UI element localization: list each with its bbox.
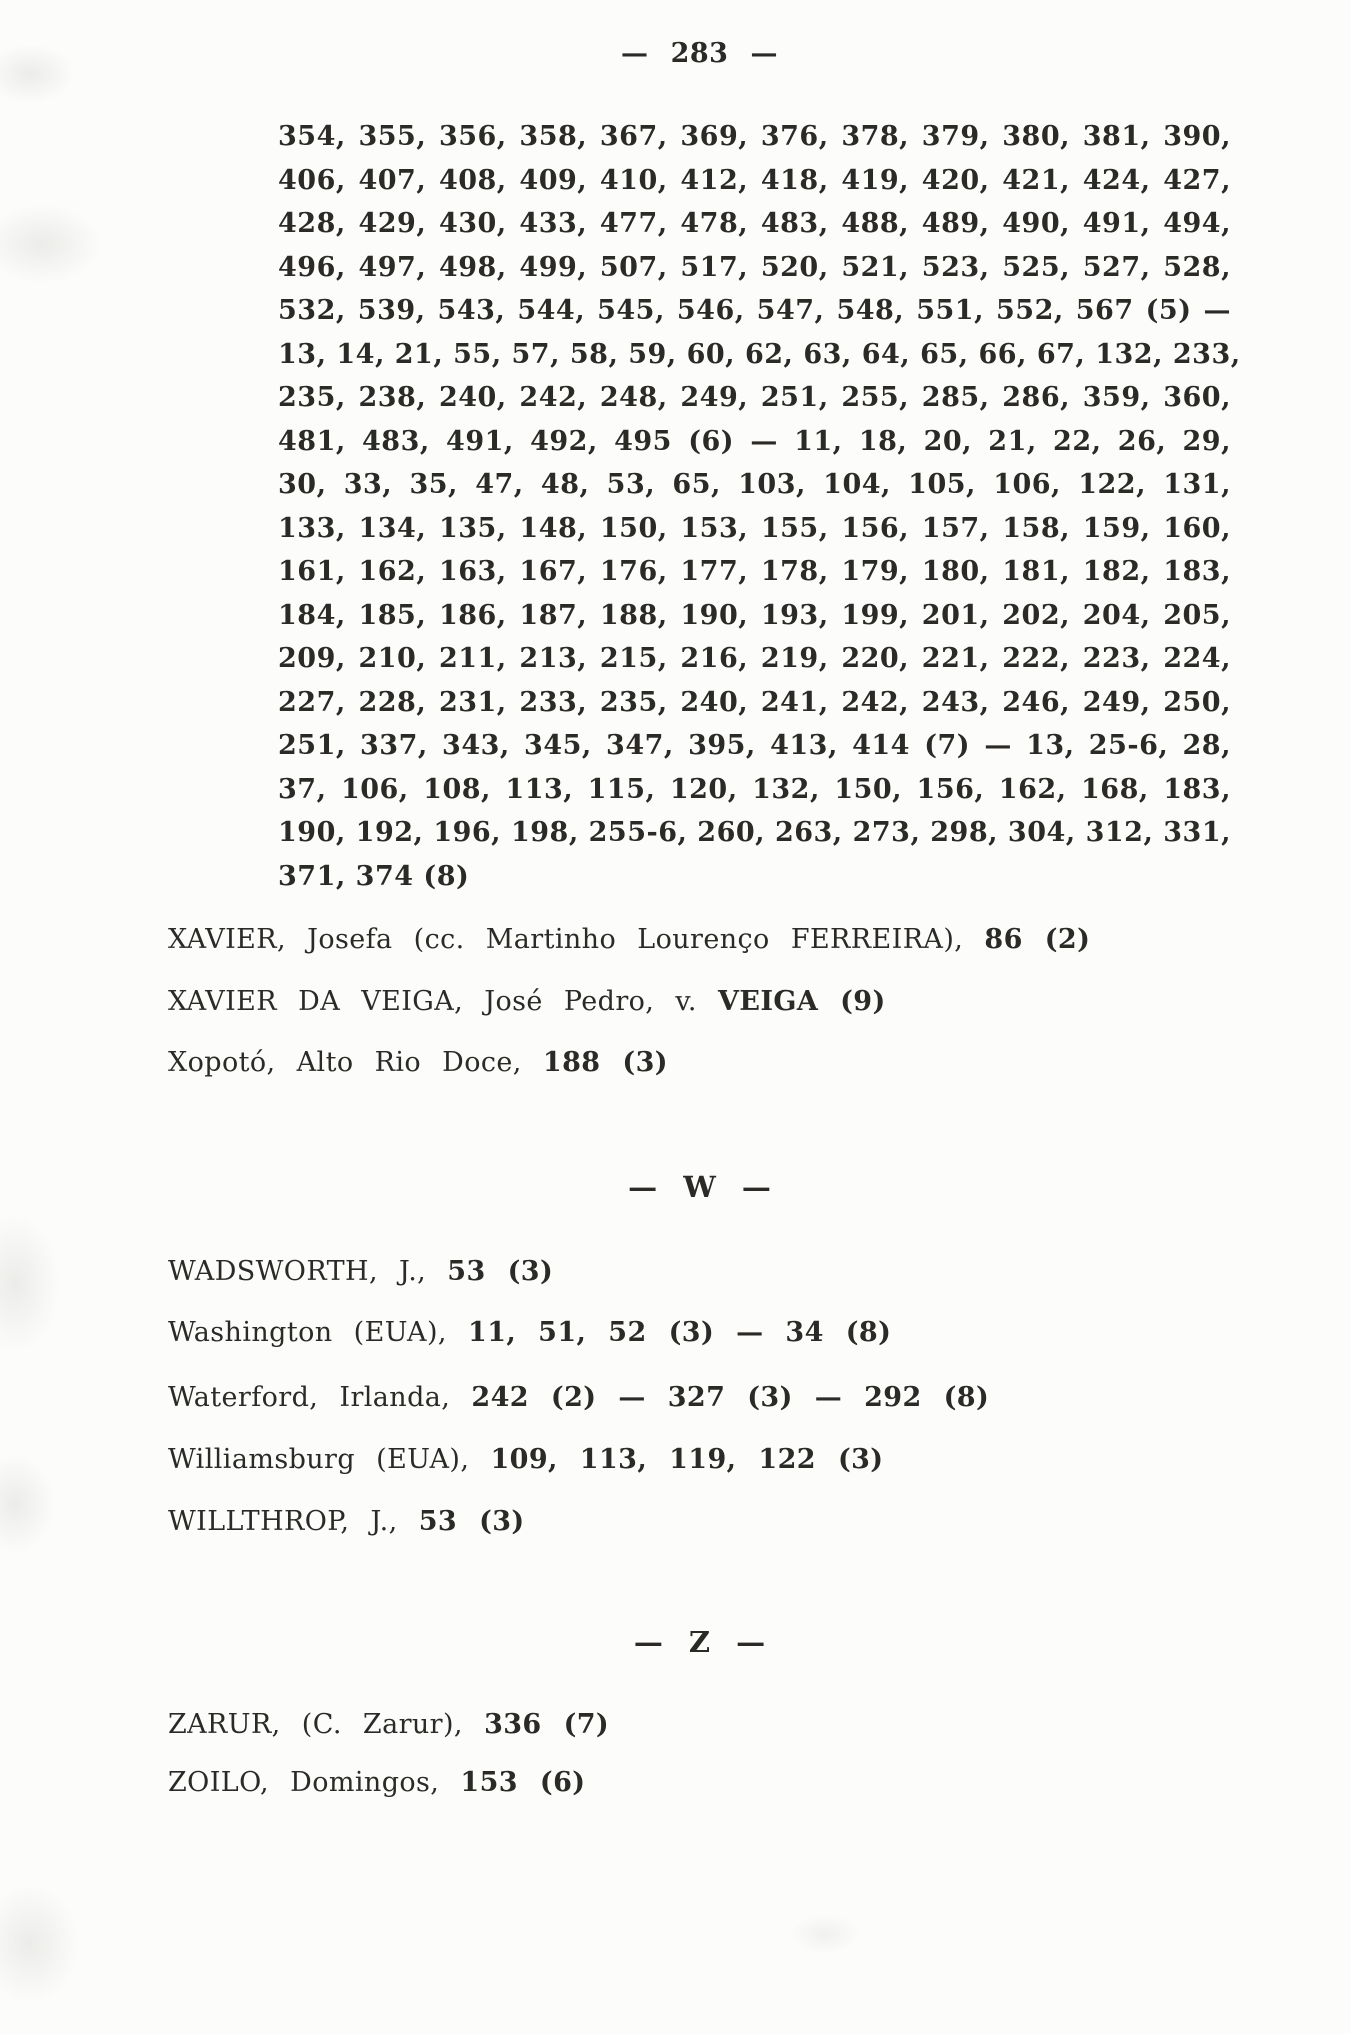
index-number-line: 30, 33, 35, 47, 48, 53, 65, 103, 104, 105, 106, 122, 131, [278,469,1231,500]
index-continuation-paragraph [278,115,1241,898]
index-number-line: 481, 483, 491, 492, 495 (6) — 11, 18, 20, 21, 22, 26, 29, [278,425,1231,457]
entry-refs: 86 (2) [984,924,1091,955]
entry-name: WADSWORTH, J., [168,1256,427,1287]
entry-name: Waterford, Irlanda, [168,1382,451,1413]
entry-refs: 188 (3) [542,1047,668,1078]
entry-name: ZOILO, Domingos, [168,1767,440,1798]
scan-smudge [0,1214,60,1354]
index-entry-waterford [168,1376,1268,1420]
entry-refs: 242 (2) — 327 (3) — 292 (8) [471,1382,990,1413]
entry-name: XAVIER, Josefa (cc. Martinho Lourenço FERREIRA), [168,924,964,955]
index-number-line: 496, 497, 498, 499, 507, 517, 520, 521, 523, 525, 527, 528, [278,251,1231,283]
entry-name: ZARUR, (C. Zarur), [168,1709,463,1740]
scanned-index-page [0,34,1351,2034]
entry-refs: 109, 113, 119, 122 (3) [490,1444,884,1475]
index-entry-washington [168,1311,1268,1355]
section-header-w: — W — [628,1170,771,1204]
index-entry-willthrop [168,1500,1268,1544]
scan-smudge [790,1914,860,1954]
index-number-line: 161, 162, 163, 167, 176, 177, 178, 179, 180, 181, 182, 183, [278,556,1231,587]
index-number-line: 251, 337, 343, 345, 347, 395, 413, 414 (7) — 13, 25-6, 28, [278,730,1231,761]
index-number-line: 37, 106, 108, 113, 115, 120, 132, 150, 156, 162, 168, 183, [278,773,1231,805]
section-header-z: — Z — [633,1625,766,1659]
entry-name: WILLTHROP, J., [168,1506,398,1537]
index-entry-zarur [168,1703,1268,1747]
index-number-line: 209, 210, 211, 213, 215, 216, 219, 220, 221, 222, 223, 224, [278,643,1231,674]
index-number-line: 354, 355, 356, 358, 367, 369, 376, 378, 379, 380, 381, 390, [278,121,1231,152]
page-number-header: — 283 — [621,38,778,69]
entry-name: Williamsburg (EUA), [168,1444,470,1475]
scan-smudge [0,204,102,284]
index-number-line: 406, 407, 408, 409, 410, 412, 418, 419, 420, 421, 424, 427, [278,164,1231,196]
index-number-line: 13, 14, 21, 55, 57, 58, 59, 60, 62, 63, 64, 65, 66, 67, 132, 233, [278,338,1241,370]
scan-smudge [0,44,75,104]
index-entry-williamsburg [168,1438,1268,1482]
entry-refs: 153 (6) [460,1767,586,1798]
index-entry-xavier-da-veiga [168,980,1268,1024]
index-number-line: 133, 134, 135, 148, 150, 153, 155, 156, 157, 158, 159, 160, [278,512,1231,544]
scan-smudge [0,1454,55,1554]
index-number-line: 428, 429, 430, 433, 477, 478, 483, 488, 489, 490, 491, 494, [278,208,1231,239]
scan-smudge [0,1884,80,2004]
index-number-line: 235, 238, 240, 242, 248, 249, 251, 255, 285, 286, 359, 360, [278,382,1231,413]
index-entry-wadsworth [168,1250,1268,1294]
index-number-line: 190, 192, 196, 198, 255-6, 260, 263, 273, 298, 304, 312, 331, [278,817,1232,848]
entry-refs: VEIGA (9) [718,986,886,1017]
entry-name: Xopotó, Alto Rio Doce, [168,1047,522,1078]
entry-refs: 53 (3) [447,1256,554,1287]
index-number-line: 371, 374 (8) [278,860,470,892]
entry-refs: 11, 51, 52 (3) — 34 (8) [468,1317,892,1348]
entry-refs: 53 (3) [418,1506,525,1537]
index-number-line: 184, 185, 186, 187, 188, 190, 193, 199, 201, 202, 204, 205, [278,599,1231,631]
entry-refs: 336 (7) [484,1709,610,1740]
index-number-line: 227, 228, 231, 233, 235, 240, 241, 242, 243, 246, 249, 250, [278,686,1231,718]
entry-name: XAVIER DA VEIGA, José Pedro, v. [168,986,697,1017]
entry-name: Washington (EUA), [168,1317,447,1348]
index-number-line: 532, 539, 543, 544, 545, 546, 547, 548, 551, 552, 567 (5) — [278,295,1231,326]
index-entry-zoilo [168,1761,1268,1805]
index-entry-xavier-josefa [168,918,1268,962]
index-entry-xopoto [168,1041,1268,1085]
